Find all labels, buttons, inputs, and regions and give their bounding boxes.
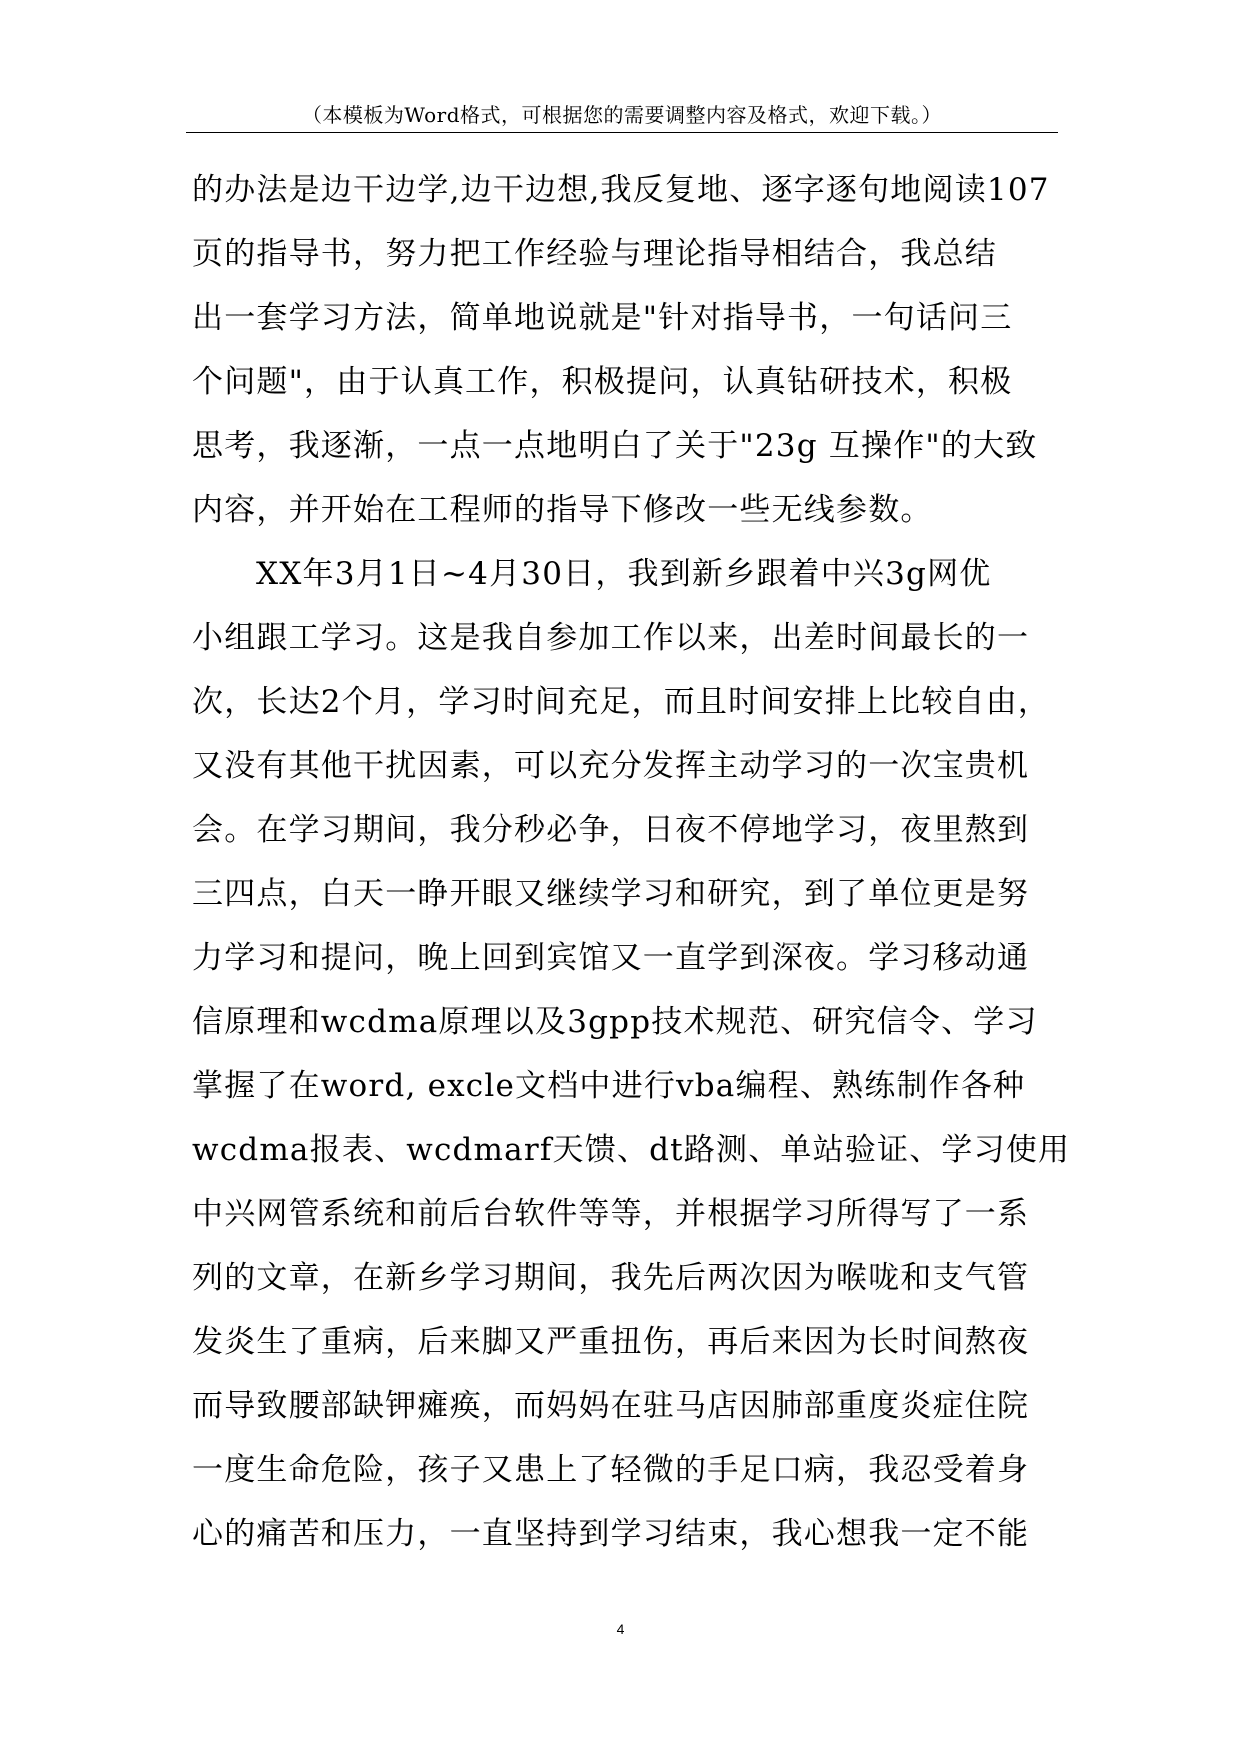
text-line: 内容，并开始在工程师的指导下修改一些无线参数。 <box>192 492 933 528</box>
document-body <box>192 158 1071 1566</box>
text-line: 三四点，白天一睁开眼又继续学习和研究，到了单位更是努 <box>192 876 1030 912</box>
text-line: 信原理和wcdma原理以及3gpp技术规范、研究信令、学习 <box>192 1004 1038 1040</box>
paragraph-1 <box>192 158 1062 542</box>
text-line: wcdma报表、wcdmarf天馈、dt路测、单站验证、学习使用 <box>192 1132 1071 1168</box>
text-line: 次，长达2个月，学习时间充足，而且时间安排上比较自由， <box>192 684 1051 720</box>
text-line: 中兴网管系统和前后台软件等等，并根据学习所得写了一系 <box>192 1196 1030 1232</box>
text-line: 掌握了在word, excle文档中进行vba编程、熟练制作各种 <box>192 1068 1026 1104</box>
text-line: 的办法是边干边学,边干边想,我反复地、逐字逐句地阅读107 <box>192 172 1050 208</box>
text-line: 出一套学习方法，简单地说就是"针对指导书，一句话问三 <box>192 300 1013 336</box>
text-line: 列的文章，在新乡学习期间，我先后两次因为喉咙和支气管 <box>192 1260 1030 1296</box>
text-line: 页的指导书，努力把工作经验与理论指导相结合，我总结 <box>192 236 997 272</box>
page-number: 4 <box>616 1621 625 1637</box>
text-line: 思考，我逐渐，一点一点地明白了关于"23g 互操作"的大致 <box>192 428 1038 464</box>
text-line-indented: XX年3月1日~4月30日，我到新乡跟着中兴3g网优 <box>256 556 992 592</box>
text-line: 心的痛苦和压力，一直坚持到学习结束，我心想我一定不能 <box>192 1516 1030 1552</box>
text-line: 力学习和提问，晚上回到宾馆又一直学到深夜。学习移动通 <box>192 940 1030 976</box>
text-line: 会。在学习期间，我分秒必争，日夜不停地学习，夜里熬到 <box>192 812 1030 848</box>
text-line: 一度生命危险，孩子又患上了轻微的手足口病，我忍受着身 <box>192 1452 1030 1488</box>
paragraph-2 <box>192 542 1071 1566</box>
text-line: 个问题"，由于认真工作，积极提问，认真钻研技术，积极 <box>192 364 1013 400</box>
text-line: 发炎生了重病，后来脚又严重扭伤，再后来因为长时间熬夜 <box>192 1324 1030 1360</box>
text-line: 而导致腰部缺钾瘫痪，而妈妈在驻马店因肺部重度炎症住院 <box>192 1388 1030 1424</box>
header-note: （本模板为Word格式，可根据您的需要调整内容及格式，欢迎下载。） <box>301 103 943 127</box>
text-line: 又没有其他干扰因素，可以充分发挥主动学习的一次宝贵机 <box>192 748 1030 784</box>
text-line: 小组跟工学习。这是我自参加工作以来，出差时间最长的一 <box>192 620 1030 656</box>
header-divider <box>186 132 1058 133</box>
